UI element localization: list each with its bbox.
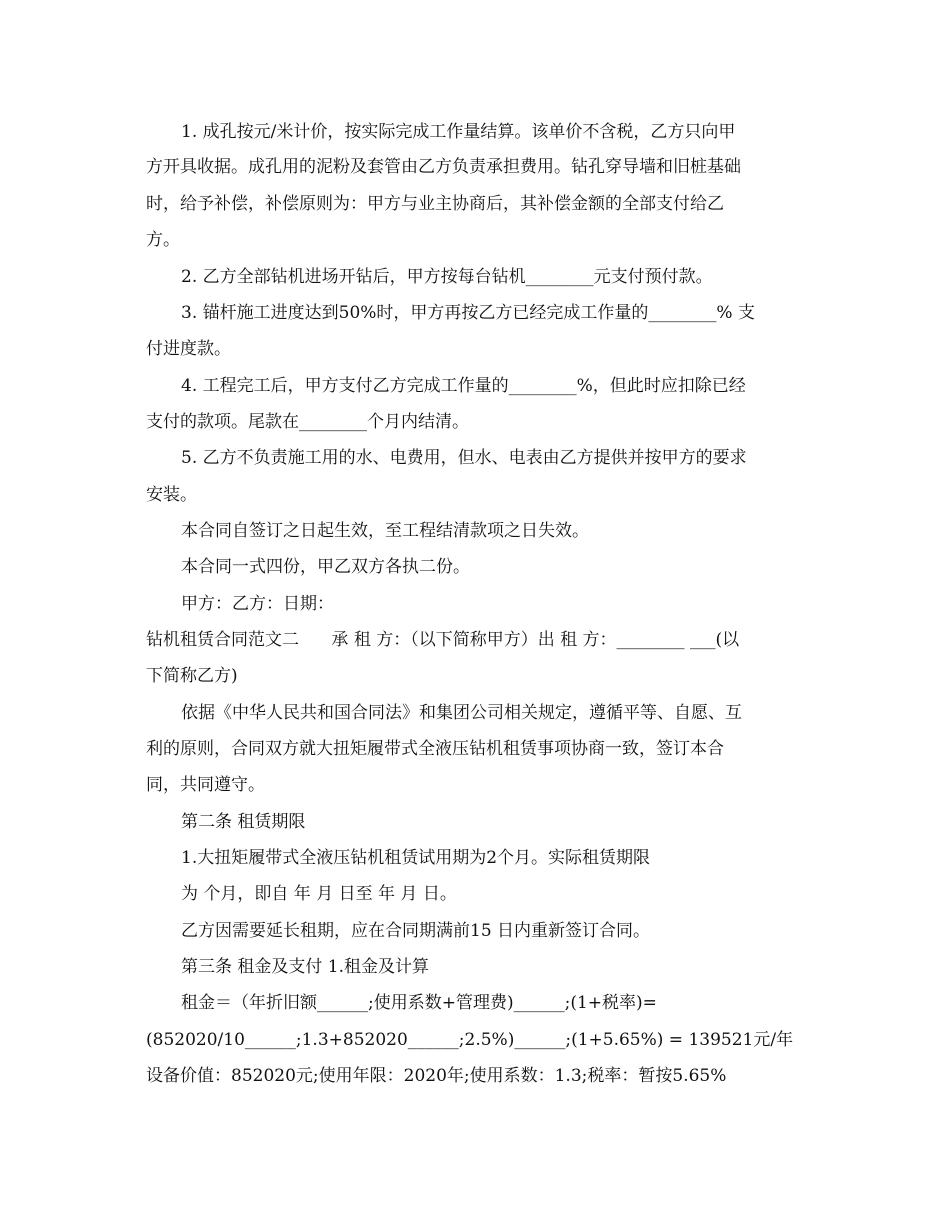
- text-line: 为 个月，即自 年 月 日至 年 月 日。: [181, 884, 457, 904]
- text-line: 同，共同遵守。: [146, 775, 265, 795]
- text-line: 乙方因需要延长租期，应在合同期满前15 日内重新签订合同。: [181, 921, 651, 941]
- text-line: 钻机租赁合同范文二 承 租 方：（以下简称甲方）出 租 方：________ ___(以: [146, 630, 740, 650]
- text-line: 安装。: [146, 485, 197, 505]
- text-line: 下简称乙方): [146, 666, 238, 686]
- text-line: 1.大扭矩履带式全液压钻机租赁试用期为2个月。实际租赁期限: [181, 848, 651, 868]
- text-line: 方开具收据。成孔用的泥粉及套管由乙方负责承担费用。钻孔穿导墙和旧桩基础: [146, 157, 741, 177]
- text-line: (852020/10______;1.3+852020______;2.5%)______;(1+5.65%) = 139521元/年: [146, 1030, 794, 1050]
- text-line: 1. 成孔按元/米计价，按实际完成工作量结算。该单价不含税，乙方只向甲: [181, 122, 736, 142]
- text-line: 2. 乙方全部钻机进场开钻后，甲方按每台钻机________元支付预付款。: [181, 267, 713, 287]
- text-line: 本合同自签订之日起生效，至工程结清款项之日失效。: [181, 521, 589, 541]
- section-heading: 第三条 租金及支付 1.租金及计算: [181, 957, 430, 977]
- text-line: 付进度款。: [146, 339, 231, 359]
- text-line: 支付的款项。尾款在________个月内结清。: [146, 412, 469, 432]
- text-line: 设备价值：852020元;使用年限：2020年;使用系数：1.3;税率：暂按5.65%: [146, 1066, 727, 1086]
- text-line: 依据《中华人民共和国合同法》和集团公司相关规定，遵循平等、自愿、互: [181, 703, 742, 723]
- section-heading: 第二条 租赁期限: [181, 812, 306, 832]
- text-line: 4. 工程完工后，甲方支付乙方完成工作量的________%，但此时应扣除已经: [181, 376, 746, 396]
- text-line: 甲方：乙方：日期：: [181, 594, 334, 614]
- text-line: 时，给予补偿，补偿原则为：甲方与业主协商后，其补偿金额的全部支付给乙: [146, 194, 724, 214]
- text-line: 3. 锚杆施工进度达到50%时，甲方再按乙方已经完成工作量的________% 支: [181, 303, 755, 323]
- text-line: 租金＝（年折旧额______;使用系数+管理费)______;(1+税率)=: [181, 993, 657, 1013]
- text-line: 5. 乙方不负责施工用的水、电费用，但水、电表由乙方提供并按甲方的要求: [181, 448, 747, 468]
- text-line: 利的原则，合同双方就大扭矩履带式全液压钻机租赁事项协商一致，签订本合: [146, 739, 724, 759]
- text-line: 本合同一式四份，甲乙双方各执二份。: [181, 557, 470, 577]
- text-line: 方。: [146, 230, 180, 250]
